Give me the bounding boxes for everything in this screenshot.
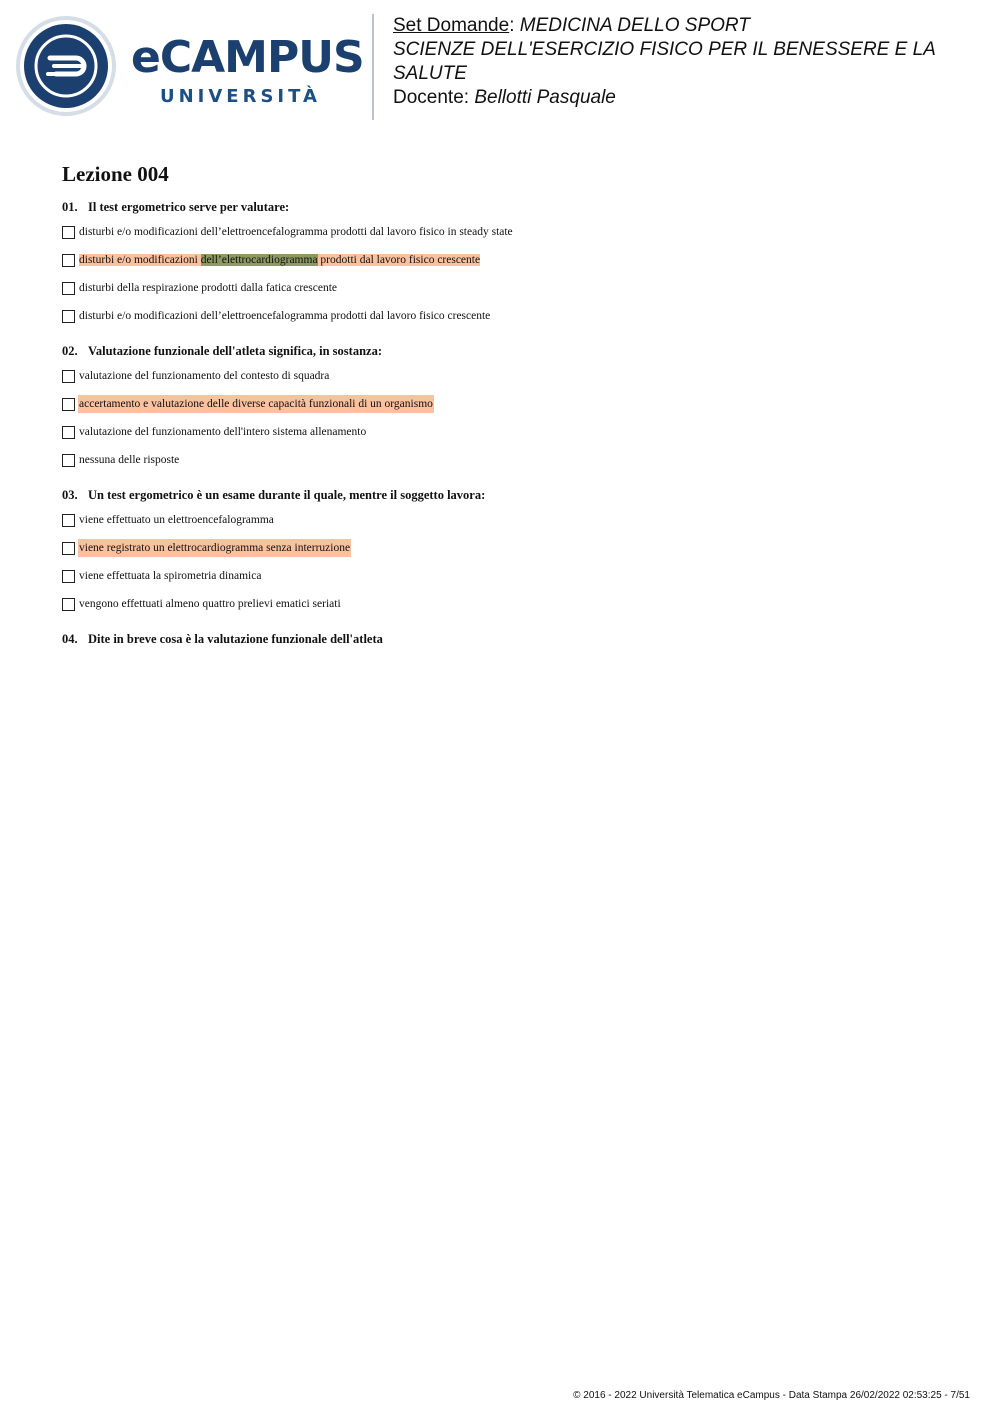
header-divider [372, 14, 374, 120]
question-text: Dite in breve cosa è la valutazione funzionale dell'atleta [88, 632, 383, 646]
answer-checkbox[interactable] [62, 310, 75, 323]
course-line-1: SCIENZE DELL'ESERCIZIO FISICO PER IL BENESSERE E LA [393, 39, 936, 60]
header-info [393, 14, 983, 110]
answer-text: disturbi e/o modificazioni dell’elettroencefalogramma prodotti dal lavoro fisico in steady state [79, 226, 513, 238]
answer-text: viene effettuato un elettroencefalogramma [79, 514, 274, 526]
answer-text: valutazione del funzionamento dell'intero sistema allenamento [79, 426, 367, 438]
question-01 [62, 198, 962, 326]
page-footer: © 2016 - 2022 Università Telematica eCampus - Data Stampa 26/02/2022 02:53:25 - 7/51 [573, 1390, 970, 1401]
answer-text: viene effettuata la spirometria dinamica [79, 570, 262, 582]
teacher-line [393, 86, 983, 110]
answer-text: viene registrato un elettrocardiogramma senza interruzione [78, 539, 351, 557]
answer-checkbox[interactable] [62, 282, 75, 295]
answer-option [62, 366, 962, 386]
answer-text: nessuna delle risposte [79, 454, 180, 466]
question-text: Valutazione funzionale dell'atleta significa, in sostanza: [88, 344, 382, 358]
question-number: 02. [62, 344, 78, 358]
answer-text: accertamento e valutazione delle diverse capacità funzionali di un organismo [78, 395, 434, 413]
question-text: Il test ergometrico serve per valutare: [88, 200, 290, 214]
question-number: 01. [62, 200, 78, 214]
answer-checkbox[interactable] [62, 454, 75, 467]
question-04 [62, 630, 962, 648]
answer-option-correct [62, 394, 962, 414]
answer-option-correct [62, 250, 962, 270]
answer-checkbox[interactable] [62, 254, 75, 267]
answer-text: valutazione del funzionamento del contesto di squadra [79, 370, 330, 382]
keyword-highlight: dell’elettrocardiogramma [200, 254, 318, 266]
question-02 [62, 342, 962, 470]
question-number: 04. [62, 632, 78, 646]
teacher-name: Bellotti Pasquale [474, 87, 616, 108]
answer-option [62, 278, 962, 298]
brand-subtitle: UNIVERSITÀ [160, 86, 321, 107]
answer-checkbox[interactable] [62, 398, 75, 411]
answer-checkbox[interactable] [62, 426, 75, 439]
question-number: 03. [62, 488, 78, 502]
set-line: Set Domande: MEDICINA DELLO SPORT [393, 15, 750, 36]
university-seal-logo [14, 14, 118, 118]
answer-text: disturbi e/o modificazioni dell’elettrocardiogramma prodotti dal lavoro fisico crescente [79, 254, 481, 266]
lesson-title: Lezione 004 [62, 162, 169, 186]
answer-checkbox[interactable] [62, 514, 75, 527]
set-name: MEDICINA DELLO SPORT [519, 15, 750, 36]
question-text: Un test ergometrico è un esame durante il quale, mentre il soggetto lavora: [88, 488, 486, 502]
teacher-label: Docente: [393, 87, 470, 108]
answer-checkbox[interactable] [62, 370, 75, 383]
answer-option [62, 422, 962, 442]
answer-text: disturbi e/o modificazioni dell’elettroencefalogramma prodotti dal lavoro fisico crescente [79, 310, 491, 322]
answer-checkbox[interactable] [62, 542, 75, 555]
answer-option [62, 566, 962, 586]
answer-option [62, 510, 962, 530]
answer-checkbox[interactable] [62, 598, 75, 611]
answer-option [62, 222, 962, 242]
answer-checkbox[interactable] [62, 570, 75, 583]
answer-option [62, 450, 962, 470]
answer-option [62, 594, 962, 614]
question-03 [62, 486, 962, 614]
set-label: Set Domande [393, 15, 510, 36]
answer-text: disturbi della respirazione prodotti dalla fatica crescente [79, 282, 337, 294]
answer-text: vengono effettuati almeno quattro prelievi ematici seriati [79, 598, 341, 610]
answer-option-correct [62, 538, 962, 558]
answer-option [62, 306, 962, 326]
course-line-2: SALUTE [393, 63, 467, 84]
page-header [0, 0, 1000, 130]
question-set [62, 160, 962, 664]
answer-checkbox[interactable] [62, 226, 75, 239]
brand-wordmark: eCAMPUS [131, 32, 364, 83]
